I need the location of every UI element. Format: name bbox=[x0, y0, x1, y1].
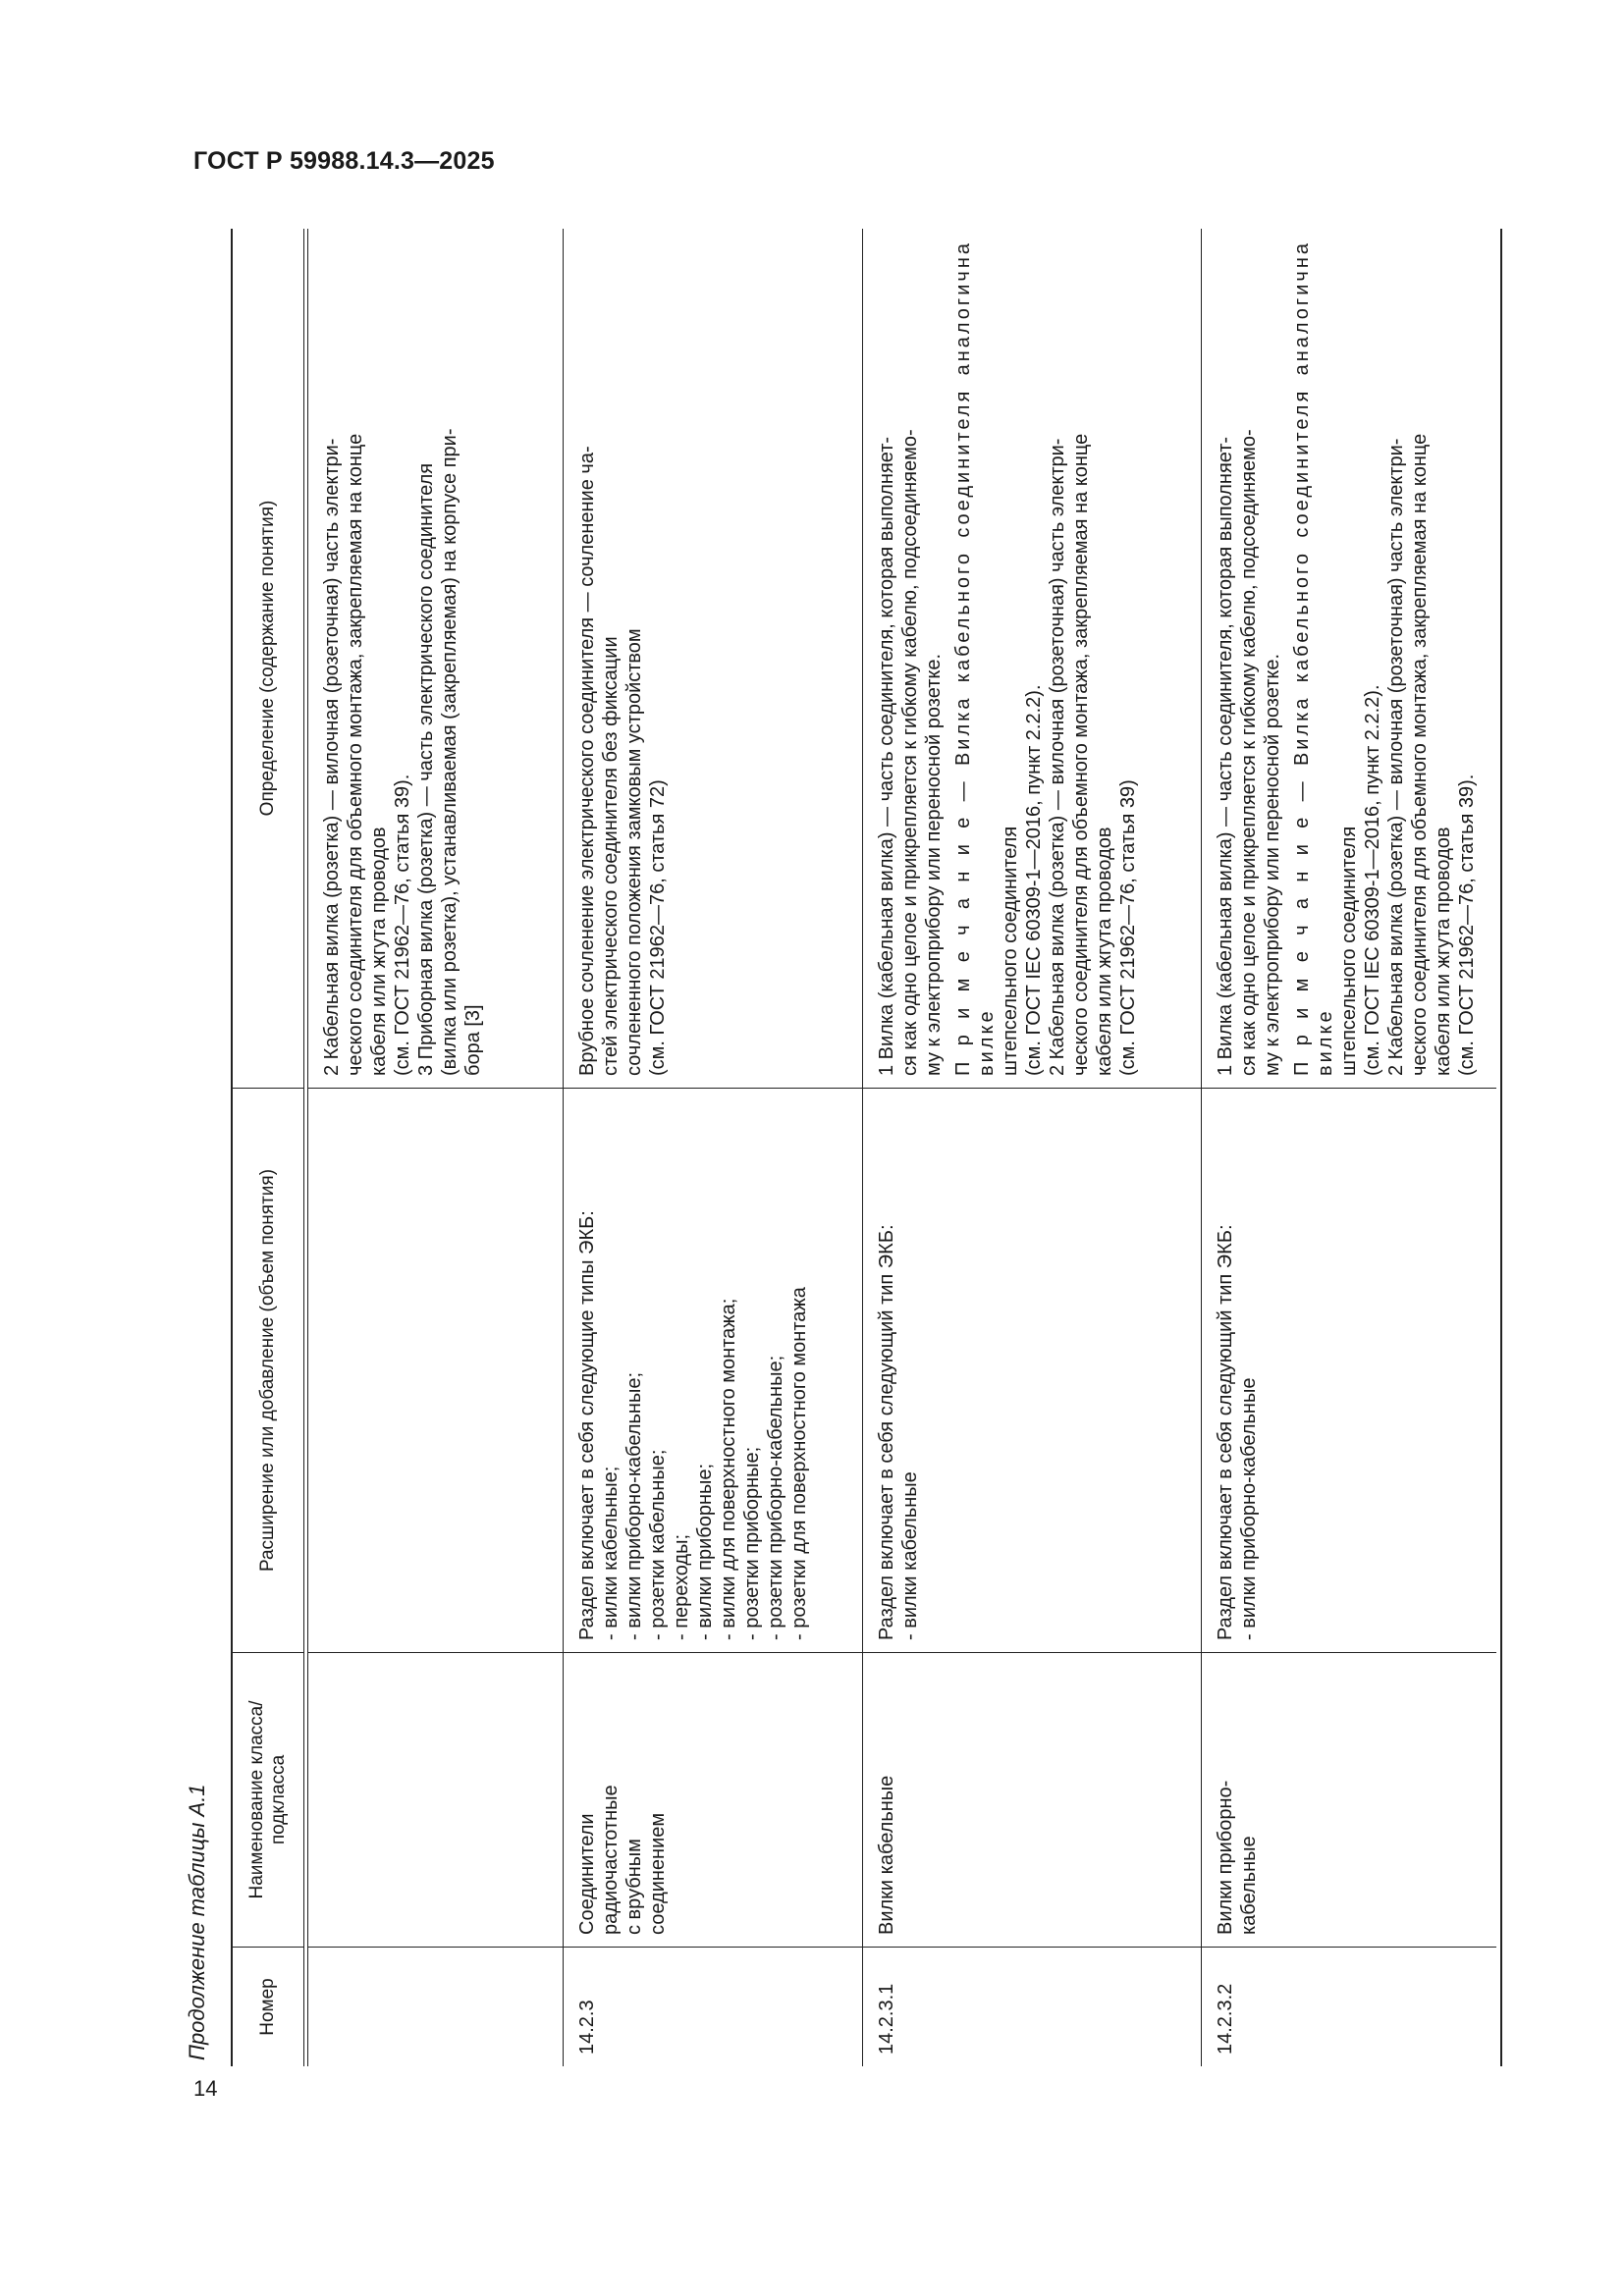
row-number: 14.2.3.1 bbox=[863, 1947, 1201, 2066]
table-row bbox=[1202, 229, 1496, 2066]
header-definition: Определение (содержание понятия) bbox=[257, 500, 278, 817]
row-definition: 1 Вилка (кабельная вилка) — часть соединителя, которая выполняет- ся как одно целое и прикрепляется к гибкому кабелю, подсоединяемо- му к электроприбору или переносной розетке. П р и м е ч а н и е — Вилка кабельного соединителя аналогична вилке штепсельного соединителя (см. ГОСТ IEC 60309-1—2016, пункт 2.2.2). 2 Кабельная вилка (розетка) — вилочная (розеточная) часть электри- ческого соединителя для объемного монтажа, закрепляемая на конце кабеля или жгута проводов (см. ГОСТ 21962—76, статья 39). bbox=[1215, 240, 1478, 1076]
row-class-name: Соединители радиочастотные с врубным соединением bbox=[564, 1652, 862, 1947]
rotated-table-block bbox=[177, 229, 1502, 2066]
row-number: 14.2.3.2 bbox=[1202, 1947, 1496, 2066]
row-definition: Врубное сочленение электрического соединителя — сочленение ча- стей электрического соединителя без фиксации сочлененного положения замковым устройством (см. ГОСТ 21962—76, статья 72) bbox=[576, 446, 669, 1076]
row-definition: 2 Кабельная вилка (розетка) — вилочная (розеточная) часть электри- ческого соединителя для объемного монтажа, закрепляемая на конце кабеля или жгута проводов (см. ГОСТ 21962—76, статья 39). 3 Приборная вилка (розетка) — часть электрического соединителя (вилка или розетка), устанавливаемая (закрепляемая) на корпусе при- бора [3] bbox=[321, 428, 484, 1076]
header-class-name: Наименование класса/подкласса bbox=[233, 1652, 303, 1947]
table-caption: Продолжение таблицы А.1 bbox=[185, 1784, 209, 2060]
table-header-row bbox=[233, 229, 303, 2066]
row-extension: Раздел включает в себя следующий тип ЭКБ: - вилки приборно-кабельные bbox=[1202, 1088, 1496, 1652]
row-number bbox=[308, 1947, 563, 2066]
document-header: ГОСТ Р 59988.14.3—2025 bbox=[193, 147, 495, 175]
row-class-name: Вилки кабельные bbox=[863, 1652, 1201, 1947]
table-row bbox=[564, 229, 863, 2066]
definitions-table bbox=[231, 229, 1502, 2066]
header-extension: Расширение или добавление (объем понятия) bbox=[233, 1088, 303, 1652]
row-extension bbox=[308, 1088, 563, 1652]
table-row bbox=[308, 229, 564, 2066]
row-number: 14.2.3 bbox=[564, 1947, 862, 2066]
row-class-name: Вилки приборно- кабельные bbox=[1202, 1652, 1496, 1947]
row-definition: 1 Вилка (кабельная вилка) — часть соединителя, которая выполняет- ся как одно целое и прикрепляется к гибкому кабелю, подсоединяемо- му к электроприбору или переносной розетке. П р и м е ч а н и е — Вилка кабельного соединителя аналогична вилке штепсельного соединителя (см. ГОСТ IEC 60309-1—2016, пункт 2.2.2). 2 Кабельная вилка (розетка) — вилочная (розеточная) часть электри- ческого соединителя для объемного монтажа, закрепляемая на конце кабеля или жгута проводов (см. ГОСТ 21962—76, статья 39) bbox=[876, 240, 1139, 1076]
row-extension: Раздел включает в себя следующий тип ЭКБ: - вилки кабельные bbox=[863, 1088, 1201, 1652]
header-number: Номер bbox=[233, 1947, 303, 2066]
row-class-name bbox=[308, 1652, 563, 1947]
table-row bbox=[863, 229, 1202, 2066]
page-number: 14 bbox=[193, 2076, 218, 2101]
row-extension: Раздел включает в себя следующие типы ЭКБ: - вилки кабельные; - вилки приборно-кабельные; - розетки кабельные; - переходы; - вилки приборные; - вилки для поверхностного монтажа; - розетки приборные; - розетки приборно-кабельные; - розетки для поверхностного монтажа bbox=[564, 1088, 862, 1652]
